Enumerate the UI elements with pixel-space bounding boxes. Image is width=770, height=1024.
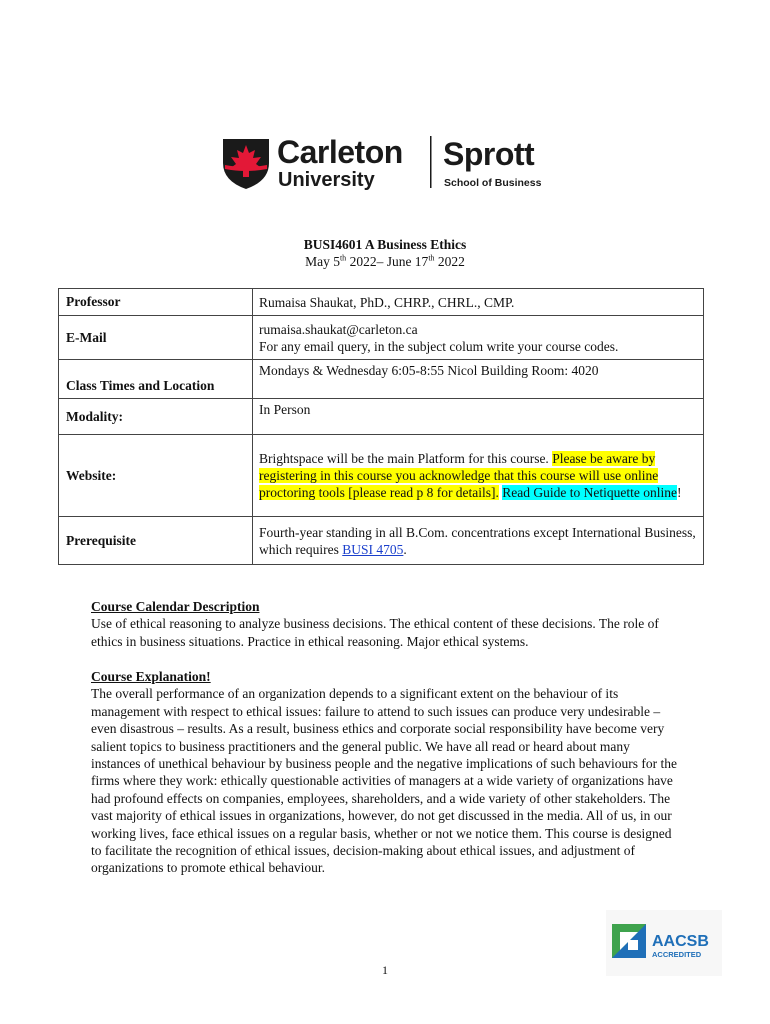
logo-divider bbox=[430, 136, 432, 188]
netiquette-highlight: Read Guide to Netiquette online bbox=[502, 485, 677, 500]
email-cell bbox=[253, 316, 704, 360]
prerequisite-label: Prerequisite bbox=[59, 517, 253, 565]
aacsb-emblem-icon bbox=[612, 924, 646, 958]
course-info-table bbox=[58, 288, 704, 565]
calendar-heading: Course Calendar Description bbox=[91, 599, 260, 614]
table-row-class-times bbox=[59, 360, 704, 399]
email-label: E-Mail bbox=[59, 316, 253, 360]
table-row-prerequisite bbox=[59, 517, 704, 565]
carleton-shield-icon bbox=[223, 139, 269, 189]
prerequisite-value: Fourth-year standing in all B.Com. concentrations except International Business, which requires BUSI 4705. bbox=[253, 517, 704, 565]
table-row-modality bbox=[59, 399, 704, 435]
page-number: 1 bbox=[382, 963, 388, 977]
professor-label: Professor bbox=[59, 289, 253, 316]
course-explanation-section bbox=[91, 668, 681, 877]
carleton-sprott-logo bbox=[221, 133, 551, 191]
calendar-description-section bbox=[91, 598, 681, 650]
busi-4705-link[interactable]: BUSI 4705 bbox=[342, 541, 404, 557]
aacsb-text: AACSB bbox=[652, 933, 709, 950]
modality-label: Modality: bbox=[59, 399, 253, 435]
explanation-heading: Course Explanation! bbox=[91, 669, 211, 684]
proctoring-highlight: Please be aware by registering in this course you acknowledge that this course will use online proctoring tools [please read p 8 for details]. bbox=[259, 451, 659, 500]
class-times-label: Class Times and Location bbox=[59, 360, 253, 399]
accredited-text: ACCREDITED bbox=[652, 950, 702, 959]
course-dates: May 5th 2022– June 17th 2022 bbox=[305, 253, 465, 269]
professor-value: Rumaisa Shaukat, PhD., CHRP., CHRL., CMP. bbox=[253, 289, 704, 316]
email-note: For any email query, in the subject colum write your course codes. bbox=[259, 338, 619, 354]
modality-value: In Person bbox=[253, 399, 704, 435]
website-value: Brightspace will be the main Platform for this course. Please be aware by registering in this course you acknowledge that this course will use online proctoring tools [please read p 8 for details]. Read Guide to Netiquette online! bbox=[253, 435, 704, 517]
calendar-text: Use of ethical reasoning to analyze business decisions. The ethical content of these decisions. The role of ethics in business situations. Practice in ethical reasoning. Major ethical systems. bbox=[91, 616, 659, 649]
course-title-block bbox=[0, 236, 770, 270]
sprott-wordmark: Sprott bbox=[443, 136, 535, 172]
explanation-text: The overall performance of an organization depends to a significant extent on the behaviour of its management with respect to ethical issues: failure to attend to such issues can produce very undesirable – even disastrous – results. As a result, business ethics and corporate social responsibility have become very salient topics to business practitioners and the general public. We have all read or heard about many instances of unethical behaviour by business people and the negative implications of such behaviours for the firms where they work: ethically questionable activities of managers at a wide variety of organizations have had profound effects on companies, employees, shareholders, and a wide variety of other stakeholders. The vast majority of ethical issues in organizations, however, do not get discussed in the media. All of us, in our working lives, face ethical issues on a regular basis, whether or not we notice them. This course is designed to facilitate the recognition of ethical issues, decision-making about ethical issues, and adjustment of organizations to promote ethical behaviour. bbox=[91, 686, 677, 876]
website-label: Website: bbox=[59, 435, 253, 517]
table-row-professor bbox=[59, 289, 704, 316]
email-address: rumaisa.shaukat@carleton.ca bbox=[259, 321, 418, 337]
class-times-value: Mondays & Wednesday 6:05-8:55 Nicol Building Room: 4020 bbox=[253, 360, 704, 399]
course-title: BUSI4601 A Business Ethics bbox=[303, 237, 467, 252]
university-wordmark: University bbox=[278, 169, 375, 191]
table-row-website bbox=[59, 435, 704, 517]
carleton-wordmark: Carleton bbox=[277, 134, 403, 170]
table-row-email bbox=[59, 316, 704, 360]
school-of-business-wordmark: School of Business bbox=[444, 177, 542, 189]
aacsb-badge bbox=[606, 910, 722, 976]
